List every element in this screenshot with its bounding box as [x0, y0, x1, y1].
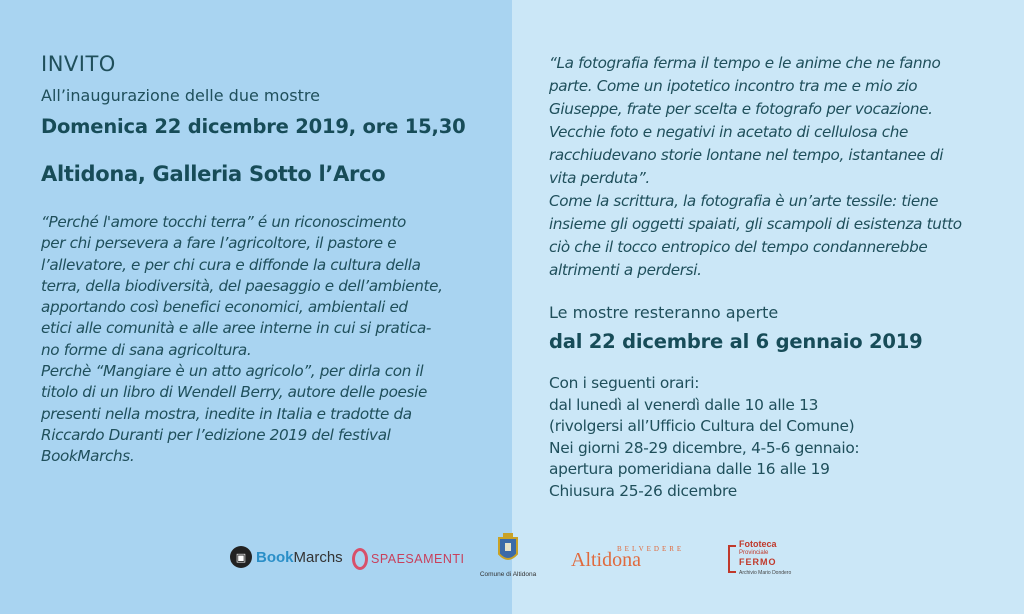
quote-line: Giuseppe, frate per scelta e fotografo per vocazione. — [549, 100, 933, 118]
fototeca-line-4: Archivio Mario Dondero — [739, 570, 792, 576]
opening-hours — [549, 373, 1009, 502]
belvedere-text: BELVEDERE — [617, 545, 685, 553]
spaesamenti-text: SPAESAMENTI — [371, 552, 465, 566]
hours-line: Nei giorni 28-29 dicembre, 4-5-6 gennaio: — [549, 438, 860, 457]
left-body-line: terra, della biodiversità, del paesaggio e dell’ambiente, — [41, 276, 443, 295]
open-dates: dal 22 dicembre al 6 gennaio 2019 — [549, 330, 923, 353]
left-body-text — [41, 212, 491, 468]
quote-line: vita perduta”. — [549, 169, 650, 187]
bracket-icon — [728, 545, 736, 573]
spiral-icon — [352, 548, 368, 570]
crest-icon — [495, 532, 521, 566]
bookmarchs-book: Book — [256, 548, 294, 566]
bookmarchs-logo — [230, 546, 343, 568]
left-body-line: Perchè “Mangiare è un atto agricolo”, per dirla con il — [41, 362, 424, 381]
comune-logo — [470, 532, 546, 578]
left-body-line: Riccardo Duranti per l’edizione 2019 del festival — [41, 425, 391, 444]
logo-strip — [0, 530, 1024, 614]
hours-line: apertura pomeridiana dalle 16 alle 19 — [549, 460, 830, 478]
left-body-line: per chi persevera a fare l’agricoltore, il pastore e — [41, 234, 397, 253]
left-body-line: etici alle comunità e alle aree interne in cui si pratica- — [41, 319, 432, 338]
left-body-line: titolo di un libro di Wendell Berry, autore delle poesie — [41, 383, 427, 402]
hours-line: (rivolgersi all’Ufficio Cultura del Comune) — [549, 417, 855, 435]
inauguration-subtitle: All’inaugurazione delle due mostre — [41, 86, 320, 105]
invito-heading: INVITO — [41, 52, 116, 76]
quote-line: Come la scrittura, la fotografia è un’arte tessile: tiene — [549, 192, 939, 210]
quote-line: ciò che il tocco entropico del tempo condannerebbe — [549, 238, 928, 256]
fototeca-line-2: Provinciale — [739, 550, 769, 556]
event-place: Altidona, Galleria Sotto l’Arco — [41, 162, 386, 186]
fototeca-line-3: FERMO — [739, 557, 777, 567]
quote-line: Vecchie foto e negativi in acetato di cellulosa che — [549, 123, 909, 141]
left-body-line: apportando così benefici economici, ambientali ed — [41, 298, 408, 317]
photo-quote — [549, 52, 1009, 282]
quote-line: insieme gli oggetti spaiati, gli scampoli di esistenza tutto — [549, 215, 962, 233]
left-body-line: BookMarchs. — [41, 447, 135, 466]
fototeca-logo — [728, 540, 791, 578]
quote-line: “La fotografia ferma il tempo e le anime che ne fanno — [549, 54, 941, 72]
book-icon: ▣ — [230, 546, 252, 568]
bookmarchs-marchs: Marchs — [293, 548, 343, 566]
hours-line: Chiusura 25-26 dicembre — [549, 481, 737, 500]
altidona-text: Altidona — [571, 549, 641, 571]
event-date: Domenica 22 dicembre 2019, ore 15,30 — [41, 115, 466, 138]
quote-line: parte. Come un ipotetico incontro tra me e mio zio — [549, 77, 918, 95]
open-label: Le mostre resteranno aperte — [549, 303, 779, 322]
left-body-line: no forme di sana agricoltura. — [41, 340, 252, 359]
hours-line: dal lunedì al venerdì dalle 10 alle 13 — [549, 395, 819, 414]
comune-label: Comune di Altidona — [479, 571, 537, 578]
fototeca-line-1: Fototeca — [739, 539, 777, 549]
quote-line: racchiudevano storie lontane nel tempo, istantanee di — [549, 146, 944, 164]
spaesamenti-logo — [352, 548, 464, 570]
left-body-line: “Perché l'amore tocchi terra” é un riconoscimento — [41, 213, 406, 231]
left-column — [41, 52, 491, 468]
left-body-line: l’allevatore, e per chi cura e diffonde la cultura della — [41, 255, 421, 274]
left-body-line: presenti nella mostra, inedite in Italia e tradotte da — [41, 404, 412, 423]
altidona-belvedere-logo — [571, 545, 684, 572]
quote-line: altrimenti a perdersi. — [549, 261, 702, 279]
hours-line: Con i seguenti orari: — [549, 374, 700, 392]
right-column — [549, 52, 1009, 502]
